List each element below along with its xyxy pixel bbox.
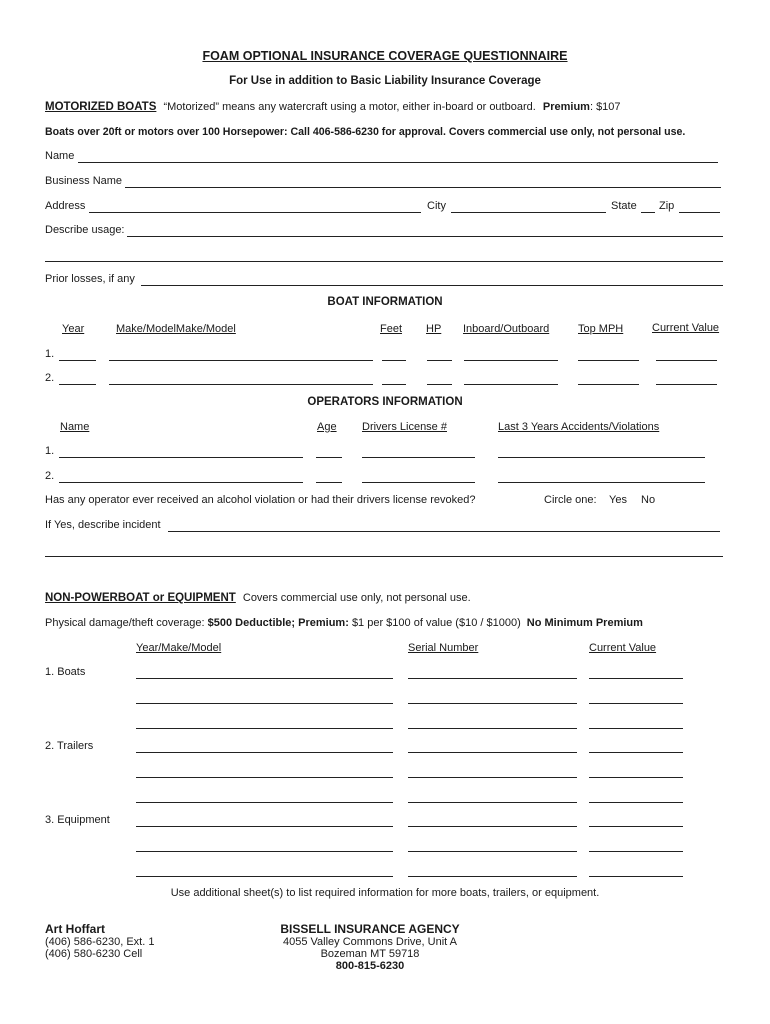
equipment-value-field-1[interactable] <box>589 826 683 827</box>
zip-field[interactable] <box>679 212 720 213</box>
page-title: FOAM OPTIONAL INSURANCE COVERAGE QUESTIONNAIRE <box>202 49 568 63</box>
state-label: State <box>611 200 637 212</box>
col-current-value: Current Value <box>652 322 720 334</box>
boat-1-year-field[interactable] <box>59 360 96 361</box>
op-row-2-number: 2. <box>45 470 55 482</box>
motorized-description: “Motorized” means any watercraft using a motor, either in-board or outboard. <box>163 101 536 113</box>
minimum-premium: No Minimum Premium <box>526 617 643 629</box>
boat-2-year-field[interactable] <box>59 384 96 385</box>
name-field[interactable] <box>78 162 718 163</box>
business-name-field[interactable] <box>125 187 721 188</box>
op-2-age-field[interactable] <box>316 482 342 483</box>
non-powerboat-heading: NON-POWERBOAT or EQUIPMENT <box>45 592 236 604</box>
city-field[interactable] <box>451 212 606 213</box>
agency-address: 4055 Valley Commons Drive, Unit A <box>282 936 458 948</box>
usage-field[interactable] <box>127 236 723 237</box>
boat-1-hp-field[interactable] <box>427 360 452 361</box>
boat-row-2-number: 2. <box>45 372 55 384</box>
boats-serial-field-3[interactable] <box>408 728 577 729</box>
contact-phone-1: (406) 586-6230, Ext. 1 <box>45 936 155 948</box>
circle-one-label: Circle one: <box>544 494 597 506</box>
prior-losses-label: Prior losses, if any <box>45 273 135 285</box>
no-option[interactable]: No <box>641 494 656 506</box>
boats-value-field-3[interactable] <box>589 728 683 729</box>
op-2-name-field[interactable] <box>59 482 303 483</box>
op-col-age: Age <box>317 421 337 433</box>
address-field[interactable] <box>89 212 421 213</box>
boats-value-field-1[interactable] <box>589 678 683 679</box>
boats-ymm-field-1[interactable] <box>136 678 393 679</box>
city-label: City <box>427 200 446 212</box>
business-name-label: Business Name <box>45 175 123 187</box>
equip-col-ymm: Year/Make/Model <box>136 642 222 654</box>
incident-field-line-2[interactable] <box>45 556 723 557</box>
category-equipment: 3. Equipment <box>45 814 110 826</box>
boats-ymm-field-3[interactable] <box>136 728 393 729</box>
trailers-serial-field-1[interactable] <box>408 752 577 753</box>
usage-field-line-2[interactable] <box>45 261 723 262</box>
boats-ymm-field-2[interactable] <box>136 703 393 704</box>
equipment-value-field-2[interactable] <box>589 851 683 852</box>
equipment-ymm-field-2[interactable] <box>136 851 393 852</box>
trailers-ymm-field-2[interactable] <box>136 777 393 778</box>
prior-losses-field[interactable] <box>141 285 723 286</box>
trailers-ymm-field-3[interactable] <box>136 802 393 803</box>
op-col-name: Name <box>60 421 90 433</box>
op-2-license-field[interactable] <box>362 482 475 483</box>
col-year: Year <box>62 323 85 335</box>
trailers-serial-field-2[interactable] <box>408 777 577 778</box>
equipment-ymm-field-3[interactable] <box>136 876 393 877</box>
trailers-serial-field-3[interactable] <box>408 802 577 803</box>
rate-text: $1 per $100 of value ($10 / $1000) <box>351 617 521 629</box>
contact-phone-2: (406) 580-6230 Cell <box>45 948 143 960</box>
col-inboard-outboard: Inboard/Outboard <box>463 323 550 335</box>
col-make-model: Make/ModelMake/Model <box>116 323 236 335</box>
coverage-line <box>45 617 643 629</box>
incident-label: If Yes, describe incident <box>45 519 161 531</box>
operators-heading: OPERATORS INFORMATION <box>307 396 463 408</box>
premium-value: : $107 <box>589 101 621 113</box>
trailers-value-field-1[interactable] <box>589 752 683 753</box>
op-1-accidents-field[interactable] <box>498 457 705 458</box>
motorized-heading: MOTORIZED BOATS <box>45 101 157 113</box>
page-subtitle: For Use in addition to Basic Liability Insurance Coverage <box>229 75 541 87</box>
equipment-serial-field-3[interactable] <box>408 876 577 877</box>
agency-name: BISSELL INSURANCE AGENCY <box>280 922 460 936</box>
premium-label: Premium <box>542 101 590 113</box>
trailers-ymm-field-1[interactable] <box>136 752 393 753</box>
op-2-accidents-field[interactable] <box>498 482 705 483</box>
yes-option[interactable]: Yes <box>609 494 627 506</box>
boat-1-mph-field[interactable] <box>578 360 639 361</box>
category-trailers: 2. Trailers <box>45 740 94 752</box>
agency-phone: 800-815-6230 <box>335 960 405 972</box>
trailers-value-field-2[interactable] <box>589 777 683 778</box>
equip-col-value: Current Value <box>589 642 657 654</box>
op-1-age-field[interactable] <box>316 457 342 458</box>
boat-2-make-field[interactable] <box>109 384 373 385</box>
contact-name: Art Hoffart <box>45 922 105 936</box>
alcohol-question: Has any operator ever received an alcohol violation or had their drivers license revoked? <box>45 494 476 506</box>
category-boats: 1. Boats <box>45 666 86 678</box>
trailers-value-field-3[interactable] <box>589 802 683 803</box>
col-top-mph: Top MPH <box>578 323 624 335</box>
op-col-accidents: Last 3 Years Accidents/Violations <box>498 421 660 433</box>
non-powerboat-header <box>45 592 471 604</box>
op-1-license-field[interactable] <box>362 457 475 458</box>
coverage-label: Physical damage/theft coverage: <box>45 617 205 629</box>
motorized-section-header <box>45 101 621 113</box>
boat-info-heading: BOAT INFORMATION <box>327 296 443 308</box>
name-label: Name <box>45 150 75 162</box>
equip-col-serial: Serial Number <box>408 642 479 654</box>
op-row-1-number: 1. <box>45 445 55 457</box>
state-field[interactable] <box>641 212 655 213</box>
boats-value-field-2[interactable] <box>589 703 683 704</box>
boat-2-mph-field[interactable] <box>578 384 639 385</box>
equipment-serial-field-2[interactable] <box>408 851 577 852</box>
boat-2-hp-field[interactable] <box>427 384 452 385</box>
equipment-value-field-3[interactable] <box>589 876 683 877</box>
op-1-name-field[interactable] <box>59 457 303 458</box>
equipment-ymm-field-1[interactable] <box>136 826 393 827</box>
op-col-license: Drivers License # <box>362 421 447 433</box>
boat-1-feet-field[interactable] <box>382 360 406 361</box>
boat-1-value-field[interactable] <box>656 360 717 361</box>
equipment-serial-field-1[interactable] <box>408 826 577 827</box>
incident-field[interactable] <box>168 531 720 532</box>
agency-city: Bozeman MT 59718 <box>320 948 420 960</box>
boat-row-1-number: 1. <box>45 348 55 360</box>
usage-label: Describe usage: <box>45 224 125 236</box>
boat-2-inboard-field[interactable] <box>464 384 558 385</box>
motorized-notice: Boats over 20ft or motors over 100 Horsepower: Call 406-586-6230 for approval. Covers commercial use only, not personal use. <box>45 126 686 138</box>
non-powerboat-note: Covers commercial use only, not personal use. <box>242 592 471 604</box>
boat-2-value-field[interactable] <box>656 384 717 385</box>
boat-1-inboard-field[interactable] <box>464 360 558 361</box>
boats-serial-field-1[interactable] <box>408 678 577 679</box>
footnote: Use additional sheet(s) to list required information for more boats, trailers, or equipment. <box>170 887 600 899</box>
deductible-text: $500 Deductible; Premium: <box>207 617 349 629</box>
address-label: Address <box>45 200 86 212</box>
col-hp: HP <box>426 323 442 335</box>
boat-2-feet-field[interactable] <box>382 384 406 385</box>
col-feet: Feet <box>380 323 403 335</box>
boat-1-make-field[interactable] <box>109 360 373 361</box>
zip-label: Zip <box>659 200 675 212</box>
boats-serial-field-2[interactable] <box>408 703 577 704</box>
